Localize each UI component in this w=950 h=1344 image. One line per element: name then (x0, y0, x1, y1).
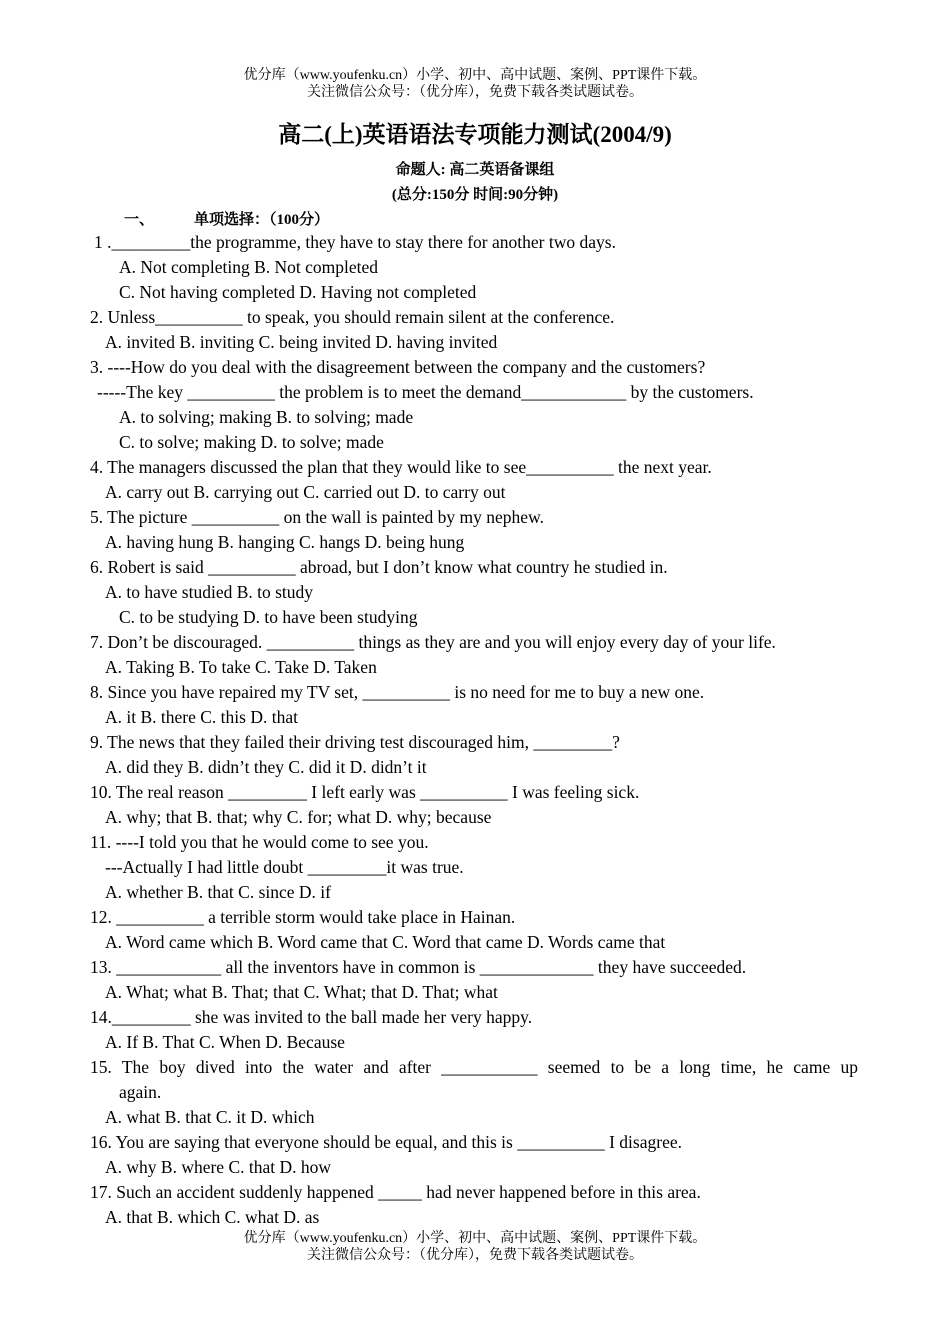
answer-options: C. to solve; making D. to solve; made (119, 432, 384, 452)
question-stem: 15. The boy dived into the water and after ___________ seemed to be a long time, he came up (90, 1057, 858, 1077)
section-label: 单项选择：（100分） (194, 212, 330, 228)
answer-options: A. whether B. that C. since D. if (105, 882, 331, 902)
footer-line-1: 优分库（www.youfenku.cn）小学、初中、高中试题、案例、PPT课件下载。 (243, 1231, 707, 1246)
answer-options: A. Word came which B. Word came that C. Word that came D. Words came that (105, 932, 666, 952)
dialogue-line: ---Actually I had little doubt _________it was true. (105, 857, 464, 877)
answer-options: A. having hung B. hanging C. hangs D. being hung (105, 532, 465, 552)
answer-options: A. to have studied B. to study (105, 582, 314, 602)
question-stem: 12. __________ a terrible storm would take place in Hainan. (90, 907, 516, 927)
answer-options: A. What; what B. That; that C. What; that D. That; what (105, 982, 498, 1002)
answer-options: A. that B. which C. what D. as (105, 1207, 320, 1227)
question-stem: 16. You are saying that everyone should be equal, and this is __________ I disagree. (90, 1132, 682, 1152)
section-number: 一、 (124, 212, 155, 228)
question-stem: 1 ._________the programme, they have to stay there for another two days. (94, 232, 616, 252)
answer-options: A. why B. where C. that D. how (105, 1157, 332, 1177)
question-stem: 10. The real reason _________ I left early was __________ I was feeling sick. (90, 782, 640, 802)
answer-options: A. carry out B. carrying out C. carried out D. to carry out (105, 482, 506, 502)
footer-line-2: 关注微信公众号：（优分库），免费下载各类试题试卷。 (307, 1248, 643, 1263)
header-line-2: 关注微信公众号：（优分库），免费下载各类试题试卷。 (307, 85, 643, 100)
question-stem: 13. ____________ all the inventors have in common is _____________ they have succeeded. (90, 957, 747, 977)
question-stem: 4. The managers discussed the plan that they would like to see__________ the next year. (90, 457, 712, 477)
question-stem: 7. Don’t be discouraged. __________ things as they are and you will enjoy every day of your life. (90, 632, 776, 652)
answer-options: A. invited B. inviting C. being invited D. having invited (105, 332, 498, 352)
score-time-line: (总分:150分 时间:90分钟) (391, 187, 559, 203)
page-footer (0, 1230, 950, 1264)
document-title: 高二(上)英语语法专项能力测试(2004/9) (278, 122, 672, 147)
answer-options: A. to solving; making B. to solving; made (119, 407, 414, 427)
question-stem: 9. The news that they failed their driving test discouraged him, _________? (90, 732, 620, 752)
question-stem: 6. Robert is said __________ abroad, but I don’t know what country he studied in. (90, 557, 668, 577)
question-stem: 8. Since you have repaired my TV set, __________ is no need for me to buy a new one. (90, 682, 705, 702)
question-stem: 3. ----How do you deal with the disagreement between the company and the customers? (90, 357, 706, 377)
section-heading (124, 208, 329, 229)
author-line: 命题人: 高二英语备课组 (395, 162, 555, 178)
question-stem: 5. The picture __________ on the wall is painted by my nephew. (90, 507, 544, 527)
question-stem: 2. Unless__________ to speak, you should remain silent at the conference. (90, 307, 615, 327)
answer-options: A. did they B. didn’t they C. did it D. didn’t it (105, 757, 427, 777)
dialogue-line: -----The key __________ the problem is to meet the demand____________ by the customers. (97, 382, 754, 402)
answer-options: A. Taking B. To take C. Take D. Taken (105, 657, 377, 677)
question-stem: 17. Such an accident suddenly happened _____ had never happened before in this area. (90, 1182, 701, 1202)
answer-options: A. what B. that C. it D. which (105, 1107, 315, 1127)
answer-options: A. If B. That C. When D. Because (105, 1032, 345, 1052)
question-stem-continuation: again. (119, 1082, 162, 1102)
answer-options: A. why; that B. that; why C. for; what D. why; because (105, 807, 492, 827)
answer-options: C. Not having completed D. Having not completed (119, 282, 477, 302)
question-stem: 14._________ she was invited to the ball made her very happy. (90, 1007, 533, 1027)
page-header (0, 67, 950, 101)
question-stem: 11. ----I told you that he would come to see you. (90, 832, 429, 852)
answer-options: A. Not completing B. Not completed (119, 257, 379, 277)
answer-options: C. to be studying D. to have been studying (119, 607, 418, 627)
header-line-1: 优分库（www.youfenku.cn）小学、初中、高中试题、案例、PPT课件下载。 (243, 68, 707, 83)
answer-options: A. it B. there C. this D. that (105, 707, 298, 727)
